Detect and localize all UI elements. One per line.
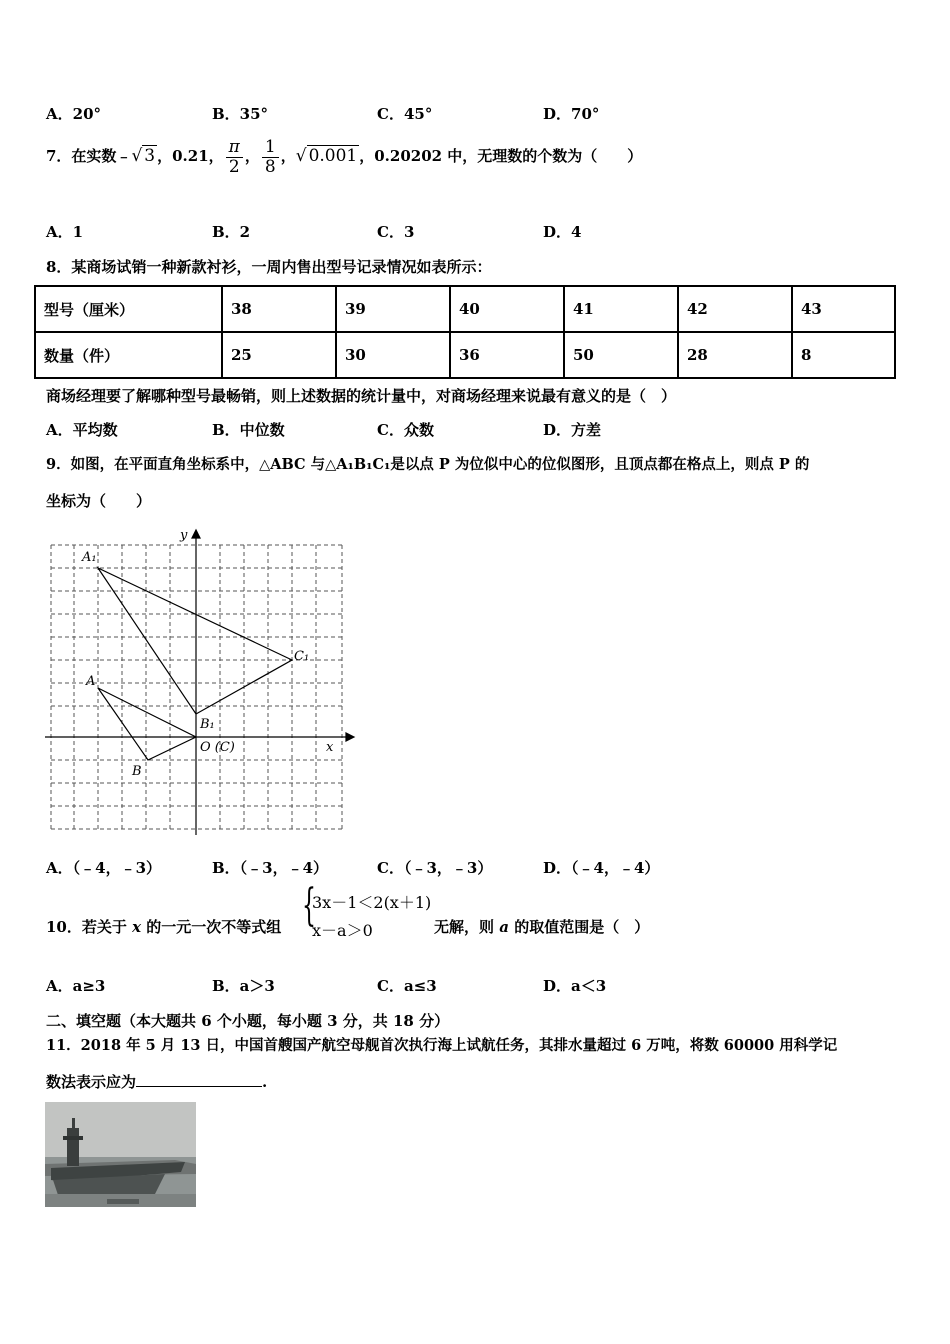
table-cell: 25	[222, 332, 336, 378]
q6-option-a: A．20°	[46, 105, 102, 123]
q9-option-d: D．（﹣4，﹣4）	[543, 859, 660, 877]
q9-coordinate-figure	[40, 525, 360, 837]
q6-option-c: C．45°	[377, 105, 433, 123]
triangles	[98, 568, 292, 760]
q10-stem-left	[46, 916, 281, 937]
q10-middle: 的一元一次不等式组	[146, 918, 282, 936]
q8-table	[34, 285, 896, 379]
table-cell: 38	[222, 286, 336, 332]
brace-icon: {	[302, 880, 316, 931]
table-cell: 40	[450, 286, 564, 332]
q10-var-x: x	[132, 918, 142, 936]
q7-stem	[46, 138, 642, 176]
q8-option-b: B．中位数	[212, 421, 285, 439]
table-cell: 8	[792, 332, 895, 378]
q11-line2	[46, 1071, 267, 1092]
section2-title: 二、填空题（本大题共 6 个小题，每小题 3 分，共 18 分）	[46, 1012, 450, 1030]
label-a1: A₁	[82, 550, 97, 565]
table-cell: 28	[678, 332, 792, 378]
q10-stem-right	[434, 916, 649, 937]
q7-sqrt3: √ 3	[131, 146, 156, 167]
q10-option-b: B．a＞3	[212, 977, 275, 995]
q10-option-c: C．a≤3	[377, 977, 437, 995]
y-axis-arrow	[192, 530, 200, 538]
label-x: x	[326, 740, 334, 755]
table-cell: 36	[450, 332, 564, 378]
x-axis-arrow	[346, 733, 354, 741]
q7-pi-fraction: $\frac{\pi}{2}$	[226, 138, 243, 176]
q10-suffix: 的取值范围是（ ）	[514, 918, 650, 936]
q7-option-b: B．2	[212, 223, 251, 241]
q8-option-a: A．平均数	[46, 421, 118, 439]
q7-option-c: C．3	[377, 223, 415, 241]
q7-suffix: ，0.20202 中，无理数的个数为（ ）	[359, 147, 643, 166]
q7-option-a: A．1	[46, 223, 84, 241]
q10-ineq2: x－a＞0	[312, 921, 373, 940]
table-cell: 39	[336, 286, 450, 332]
q7-prefix: 7．在实数﹣	[46, 147, 132, 166]
table-cell: 42	[678, 286, 792, 332]
label-y: y	[180, 528, 188, 543]
q8-option-c: C．众数	[377, 421, 434, 439]
table-cell: 30	[336, 332, 450, 378]
q7-sep1: ，0.21，	[157, 147, 224, 166]
table-cell: 43	[792, 286, 895, 332]
triangle-abc	[98, 688, 196, 760]
table-row	[35, 332, 895, 378]
carrier-illustration	[45, 1102, 196, 1207]
q7-sep3: ，	[280, 147, 296, 166]
q8-stem: 8．某商场试销一种新款衬衫，一周内售出型号记录情况如表所示：	[46, 258, 492, 276]
table-cell: 数量（件）	[35, 332, 222, 378]
answer-blank	[136, 1072, 262, 1087]
q7-one-eighth: $\frac{1}{8}$	[262, 138, 279, 176]
q8-option-d: D．方差	[543, 421, 602, 439]
label-b1: B₁	[200, 717, 215, 732]
table-cell: 41	[564, 286, 678, 332]
q11-line2-suffix: .	[262, 1073, 268, 1091]
q7-option-d: D．4	[543, 223, 582, 241]
q11-line1: 11．2018 年 5 月 13 日，中国首艘国产航空母舰首次执行海上试航任务，其排水量超过 6 万吨，将数 60000 用科学记	[46, 1037, 838, 1054]
aircraft-carrier-photo	[45, 1102, 196, 1207]
q8-question: 商场经理要了解哪种型号最畅销，则上述数据的统计量中，对商场经理来说最有意义的是（ ）	[46, 387, 677, 405]
label-origin: O (C)	[200, 740, 235, 755]
triangle-a1b1c1	[98, 568, 292, 714]
q9-option-b: B．（﹣3，﹣4）	[212, 859, 329, 877]
label-b: B	[132, 764, 142, 779]
q7-sqrt-0001: √ 0.001	[295, 146, 358, 167]
q10-option-d: D．a＜3	[543, 977, 607, 995]
q10-option-a: A．a≥3	[46, 977, 106, 995]
label-c1: C₁	[294, 649, 310, 664]
q10-ineq1: 3x－1＜2(x＋1)	[312, 893, 432, 912]
q10-after: 无解，则	[434, 918, 495, 936]
q9-stem-line1: 9．如图，在平面直角坐标系中，△ABC 与△A₁B₁C₁是以点 P 为位似中心的位似图形，且顶点都在格点上，则点 P 的	[46, 456, 810, 473]
q10-var-a: a	[499, 918, 509, 936]
table-cell: 50	[564, 332, 678, 378]
q6-option-b: B．35°	[212, 105, 269, 123]
q10-prefix: 10．若关于	[46, 918, 127, 936]
q7-sep2: ，	[244, 147, 260, 166]
q9-stem-line2: 坐标为（ ）	[46, 492, 152, 510]
q6-option-d: D．70°	[543, 105, 600, 123]
q9-option-a: A．（﹣4，﹣3）	[46, 859, 162, 877]
q11-line2-prefix: 数法表示应为	[46, 1073, 137, 1091]
table-cell: 型号（厘米）	[35, 286, 222, 332]
q9-option-c: C．（﹣3，﹣3）	[377, 859, 493, 877]
label-a: A	[86, 674, 96, 689]
table-row	[35, 286, 895, 332]
